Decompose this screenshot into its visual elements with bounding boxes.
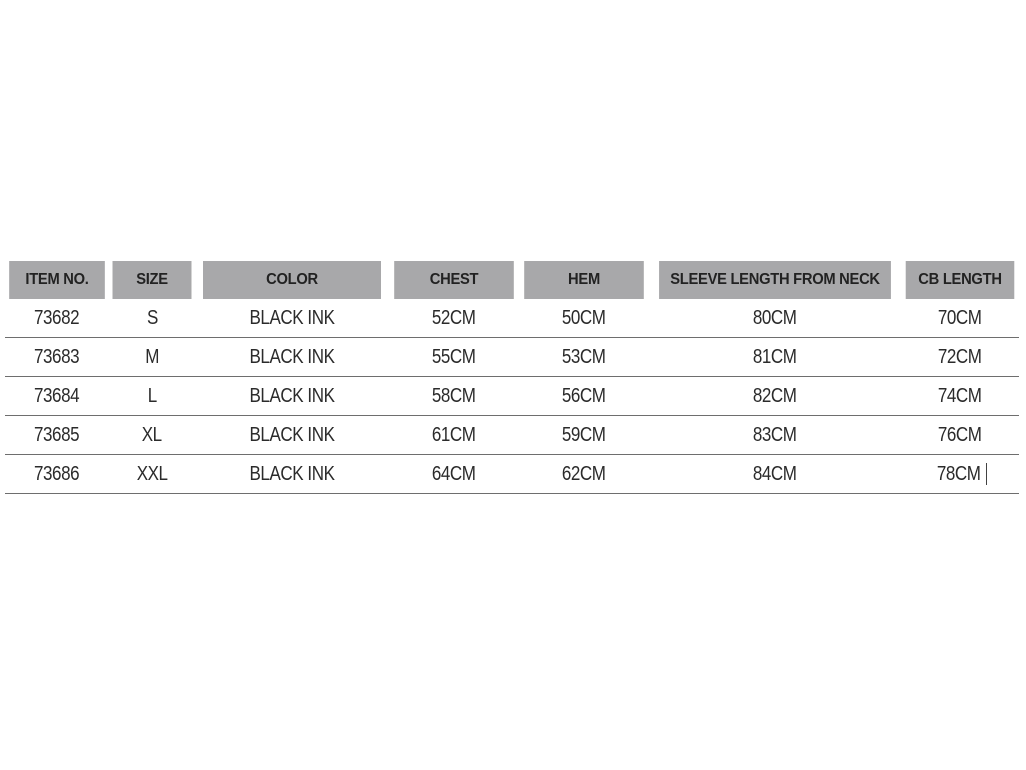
size-chart-table	[5, 261, 1019, 494]
cell-hem: 62CM	[519, 455, 649, 494]
text-cursor	[986, 463, 987, 485]
header-chest: CHEST	[394, 261, 514, 299]
cell-cb-length: 72CM	[901, 338, 1019, 377]
cell-hem: 59CM	[519, 416, 649, 455]
cell-hem: 56CM	[519, 377, 649, 416]
cell-color: BLACK INK	[195, 455, 389, 494]
table-row	[5, 416, 1019, 455]
cell-color: BLACK INK	[195, 338, 389, 377]
header-row	[5, 261, 1019, 299]
header-item-no: ITEM NO.	[9, 261, 105, 299]
cell-size: XXL	[109, 455, 195, 494]
cell-sleeve-length: 82CM	[649, 377, 901, 416]
cell-hem: 50CM	[519, 299, 649, 338]
cell-cb-length: 78CM	[901, 455, 1019, 494]
cell-sleeve-length: 80CM	[649, 299, 901, 338]
table-row	[5, 455, 1019, 494]
cell-sleeve-length: 83CM	[649, 416, 901, 455]
cell-item-no: 73686	[5, 455, 109, 494]
cell-chest: 52CM	[389, 299, 519, 338]
cell-size: S	[109, 299, 195, 338]
cell-size: XL	[109, 416, 195, 455]
cell-item-no: 73684	[5, 377, 109, 416]
cell-chest: 61CM	[389, 416, 519, 455]
cell-color: BLACK INK	[195, 377, 389, 416]
cell-cb-length: 74CM	[901, 377, 1019, 416]
cell-chest: 64CM	[389, 455, 519, 494]
header-size: SIZE	[112, 261, 191, 299]
cell-size: M	[109, 338, 195, 377]
cell-cb-length: 76CM	[901, 416, 1019, 455]
header-sleeve-length: SLEEVE LENGTH FROM NECK	[659, 261, 891, 299]
cell-cb-length: 70CM	[901, 299, 1019, 338]
cell-sleeve-length: 81CM	[649, 338, 901, 377]
cell-chest: 55CM	[389, 338, 519, 377]
header-cb-length: CB LENGTH	[906, 261, 1015, 299]
cell-color: BLACK INK	[195, 299, 389, 338]
cell-hem: 53CM	[519, 338, 649, 377]
cell-size: L	[109, 377, 195, 416]
cell-item-no: 73682	[5, 299, 109, 338]
table-row	[5, 338, 1019, 377]
table-row	[5, 377, 1019, 416]
cell-chest: 58CM	[389, 377, 519, 416]
header-color: COLOR	[203, 261, 381, 299]
header-hem: HEM	[524, 261, 644, 299]
cell-sleeve-length: 84CM	[649, 455, 901, 494]
cell-item-no: 73685	[5, 416, 109, 455]
cell-item-no: 73683	[5, 338, 109, 377]
table-row	[5, 299, 1019, 338]
cell-color: BLACK INK	[195, 416, 389, 455]
